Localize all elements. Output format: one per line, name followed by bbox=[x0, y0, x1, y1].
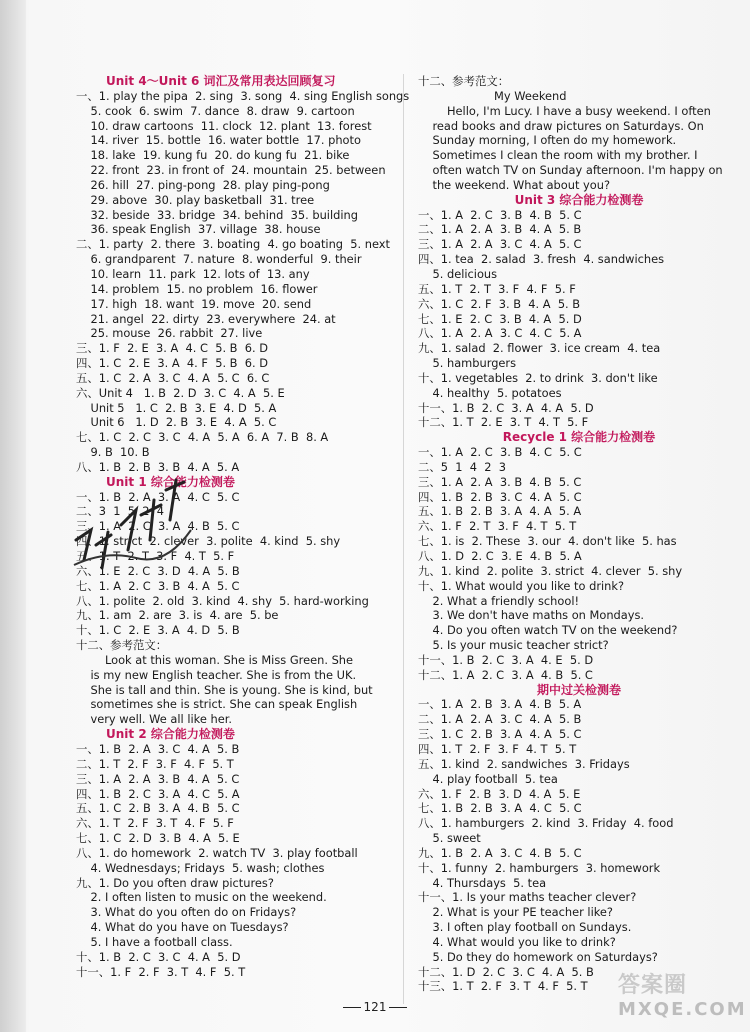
answer-line: 十二、参考范文： bbox=[418, 74, 510, 88]
answer-line: very well. We all like her. bbox=[76, 712, 232, 727]
answer-line: She is tall and thin. She is young. She is kind, but bbox=[76, 682, 373, 697]
answer-line: 九、1. kind 2. polite 3. strict 4. clever 5. shy bbox=[418, 563, 683, 578]
answer-line: Unit 5 1. C 2. B 3. E 4. D 5. A bbox=[76, 400, 277, 415]
right-answer-column bbox=[418, 74, 740, 994]
answer-line: 五、1. B 2. B 3. A 4. A 5. A bbox=[418, 504, 582, 519]
answer-line: 32. beside 33. bridge 34. behind 35. building bbox=[76, 207, 358, 222]
answer-line: 七、1. C 2. C 3. C 4. A 5. A 6. A 7. B 8. A bbox=[76, 430, 329, 445]
answer-line: My Weekend bbox=[418, 88, 567, 103]
answer-line: 3. We don't have maths on Mondays. bbox=[418, 608, 645, 623]
answer-line: 五、1. T 2. T 3. F 4. T 5. F bbox=[76, 549, 235, 563]
site-watermark-logo bbox=[618, 968, 747, 1026]
answer-line: 三、1. A 2. A 3. C 4. A 5. C bbox=[418, 237, 582, 252]
answer-line: 二、1. A 2. A 3. C 4. A 5. B bbox=[418, 712, 582, 727]
answer-line: 十二、1. T 2. E 3. T 4. T 5. F bbox=[418, 415, 589, 430]
answer-line: 25. mouse 26. rabbit 27. live bbox=[76, 326, 263, 341]
answer-line: Sunday morning, I often do my homework. bbox=[418, 133, 677, 148]
answer-line: 六、1. F 2. T 3. F 4. T 5. T bbox=[418, 519, 577, 534]
answer-line: 十、1. vegetables 2. to drink 3. don't like bbox=[418, 370, 658, 385]
answer-line: 十一、1. B 2. C 3. A 4. A 5. D bbox=[418, 400, 594, 415]
answer-line: 六、1. E 2. C 3. D 4. A 5. B bbox=[76, 563, 240, 578]
answer-line: Hello, I'm Lucy. I have a busy weekend. I often bbox=[418, 103, 711, 118]
answer-line: 二、5 1 4 2 3 bbox=[418, 459, 506, 474]
section-heading: Unit 2 综合能力检测卷 bbox=[106, 727, 235, 742]
answer-line: 4. Thursdays 5. tea bbox=[418, 875, 547, 890]
answer-line: 十、1. What would you like to drink? bbox=[418, 578, 625, 593]
answer-line: 十二、参考范文： bbox=[76, 638, 168, 653]
answer-line: 六、1. C 2. F 3. B 4. A 5. B bbox=[418, 296, 581, 311]
answer-line: 二、1. party 2. there 3. boating 4. go boating 5. next bbox=[76, 237, 390, 252]
answer-line: 29. above 30. play basketball 31. tree bbox=[76, 192, 315, 207]
answer-line: 26. hill 27. ping-pong 28. play ping-pong bbox=[76, 177, 330, 192]
answer-line: 七、1. A 2. C 3. B 4. A 5. C bbox=[76, 578, 240, 593]
answer-line: 十、1. funny 2. hamburgers 3. homework bbox=[418, 860, 661, 875]
answer-line: 一、1. B 2. A 3. C 4. A 5. B bbox=[76, 741, 240, 756]
answer-line: 九、1. am 2. are 3. is 4. are 5. be bbox=[76, 608, 279, 623]
answer-line: 5. delicious bbox=[418, 266, 498, 281]
answer-line: 9. B 10. B bbox=[76, 445, 150, 460]
answer-line: 一、1. A 2. C 3. B 4. C 5. C bbox=[418, 445, 582, 460]
answer-line: 十、1. C 2. E 3. A 4. D 5. B bbox=[76, 623, 240, 638]
handwritten-scribble bbox=[66, 470, 196, 580]
answer-line: 5. cook 6. swim 7. dance 8. draw 9. cartoon bbox=[76, 103, 355, 118]
answer-line: 14. problem 15. no problem 16. flower bbox=[76, 281, 318, 296]
answer-line: 18. lake 19. kung fu 20. do kung fu 21. bike bbox=[76, 148, 350, 163]
answer-line: 二、3 1 5 2 4 bbox=[76, 504, 164, 519]
answer-line: 3. I often play football on Sundays. bbox=[418, 920, 632, 935]
section-heading: Unit 1 综合能力检测卷 bbox=[106, 474, 235, 489]
watermark-chinese: 答案圈 bbox=[618, 973, 688, 998]
answer-line: 4. What do you have on Tuesdays? bbox=[76, 920, 289, 935]
answer-line: 36. speak English 37. village 38. house bbox=[76, 222, 321, 237]
answer-line: 2. What a friendly school! bbox=[418, 593, 580, 608]
answer-line: 10. draw cartoons 11. clock 12. plant 13. forest bbox=[76, 118, 372, 133]
answer-line: 四、1. tea 2. salad 3. fresh 4. sandwiches bbox=[418, 252, 665, 267]
answer-line: 5. Do they do homework on Saturdays? bbox=[418, 949, 658, 964]
answer-line: 一、1. A 2. B 3. A 4. B 5. A bbox=[418, 697, 582, 712]
answer-line: 一、1. A 2. C 3. B 4. B 5. C bbox=[418, 207, 582, 222]
answer-line: 八、1. polite 2. old 3. kind 4. shy 5. hard-working bbox=[76, 593, 369, 608]
answer-line: 14. river 15. bottle 16. water bottle 17. photo bbox=[76, 133, 361, 148]
answer-line: 4. play football 5. tea bbox=[418, 771, 558, 786]
answer-line: 5. sweet bbox=[418, 831, 481, 846]
answer-line: often watch TV on Sunday afternoon. I'm happy on bbox=[418, 163, 723, 178]
answer-line: 四、1. strict 2. clever 3. polite 4. kind 5. shy bbox=[76, 534, 341, 549]
answer-line: 一、1. B 2. A 3. A 4. C 5. C bbox=[76, 489, 240, 504]
answer-line: 4. Do you often watch TV on the weekend? bbox=[418, 623, 678, 638]
answer-line: 七、1. C 2. D 3. B 4. A 5. E bbox=[76, 831, 240, 846]
answer-line: 六、Unit 4 1. B 2. D 3. C 4. A 5. E bbox=[76, 385, 285, 400]
answer-line: sometimes she is strict. She can speak English bbox=[76, 697, 358, 712]
answer-line: 四、1. B 2. B 3. C 4. A 5. C bbox=[418, 489, 582, 504]
answer-line: 九、1. B 2. A 3. C 4. B 5. C bbox=[418, 845, 582, 860]
answer-line: 6. grandparent 7. nature 8. wonderful 9. their bbox=[76, 252, 362, 267]
watermark-url: MXQE.COM bbox=[618, 999, 747, 1020]
answer-line: 3. What do you often do on Fridays? bbox=[76, 905, 297, 920]
answer-line: 十、1. B 2. C 3. C 4. A 5. D bbox=[76, 949, 241, 964]
answer-line: 五、1. C 2. B 3. A 4. B 5. C bbox=[76, 801, 240, 816]
answer-line: 八、1. A 2. A 3. C 4. C 5. A bbox=[418, 326, 582, 341]
answer-line: 17. high 18. want 19. move 20. send bbox=[76, 296, 312, 311]
answer-line: Sometimes I clean the room with my brother. I bbox=[418, 148, 698, 163]
answer-line: 八、1. B 2. B 3. B 4. A 5. A bbox=[76, 459, 240, 474]
answer-line: 六、1. T 2. F 3. T 4. F 5. F bbox=[76, 816, 234, 831]
answer-line: 4. What would you like to drink? bbox=[418, 934, 616, 949]
answer-line: 七、1. is 2. These 3. our 4. don't like 5. has bbox=[418, 534, 677, 549]
binding-edge bbox=[0, 0, 26, 1032]
answer-line: 七、1. B 2. B 3. A 4. C 5. C bbox=[418, 801, 582, 816]
answer-line: 5. I have a football class. bbox=[76, 934, 233, 949]
answer-line: 五、1. kind 2. sandwiches 3. Fridays bbox=[418, 756, 630, 771]
section-heading: Unit 4～Unit 6 词汇及常用表达回顾复习 bbox=[106, 74, 336, 88]
answer-line: 4. Wednesdays; Fridays 5. wash; clothes bbox=[76, 860, 325, 875]
answer-line: 5. Is your music teacher strict? bbox=[418, 638, 609, 653]
answer-line: 五、1. T 2. T 3. F 4. F 5. F bbox=[418, 281, 576, 296]
answer-line: 四、1. C 2. E 3. A 4. F 5. B 6. D bbox=[76, 356, 269, 371]
section-heading: Recycle 1 综合能力检测卷 bbox=[502, 430, 656, 445]
answer-line: is my new English teacher. She is from the UK. bbox=[76, 667, 357, 682]
answer-line: 十一、1. Is your maths teacher clever? bbox=[418, 890, 637, 905]
answer-line: 三、1. A 2. A 3. B 4. B 5. C bbox=[418, 474, 582, 489]
answer-line: 十一、1. F 2. F 3. T 4. F 5. T bbox=[76, 964, 246, 979]
answer-line: 21. angel 22. dirty 23. everywhere 24. at bbox=[76, 311, 336, 326]
page-number: 121 bbox=[0, 1000, 750, 1014]
answer-line: 五、1. C 2. A 3. C 4. A 5. C 6. C bbox=[76, 370, 270, 385]
answer-line: the weekend. What about you? bbox=[418, 177, 611, 192]
answer-line: 六、1. F 2. B 3. D 4. A 5. E bbox=[418, 786, 581, 801]
section-heading: Unit 3 综合能力检测卷 bbox=[514, 192, 644, 207]
answer-line: 八、1. do homework 2. watch TV 3. play football bbox=[76, 845, 358, 860]
answer-line: read books and draw pictures on Saturdays. On bbox=[418, 118, 704, 133]
answer-line: 九、1. salad 2. flower 3. ice cream 4. tea bbox=[418, 341, 661, 356]
answer-line: 十三、1. T 2. F 3. T 4. F 5. T bbox=[418, 979, 588, 994]
answer-line: 三、1. F 2. E 3. A 4. C 5. B 6. D bbox=[76, 341, 269, 356]
answer-line: 二、1. T 2. F 3. F 4. F 5. T bbox=[76, 756, 234, 771]
answer-line: 十二、1. A 2. C 3. A 4. B 5. C bbox=[418, 667, 593, 682]
answer-line: 2. What is your PE teacher like? bbox=[418, 905, 613, 920]
answer-line: 2. I often listen to music on the weekend. bbox=[76, 890, 327, 905]
answer-line: 10. learn 11. park 12. lots of 13. any bbox=[76, 266, 310, 281]
answer-line: 七、1. E 2. C 3. B 4. A 5. D bbox=[418, 311, 582, 326]
answer-line: 5. hamburgers bbox=[418, 356, 517, 371]
section-heading: 期中过关检测卷 bbox=[536, 682, 621, 697]
answer-line: Unit 6 1. D 2. B 3. E 4. A 5. C bbox=[76, 415, 277, 430]
answer-line: 九、1. Do you often draw pictures? bbox=[76, 875, 274, 890]
answer-line: 四、1. B 2. C 3. A 4. C 5. A bbox=[76, 786, 240, 801]
answer-line: 二、1. A 2. A 3. B 4. A 5. B bbox=[418, 222, 582, 237]
answer-line: 22. front 23. in front of 24. mountain 25. between bbox=[76, 163, 386, 178]
answer-line: 十一、1. B 2. C 3. A 4. E 5. D bbox=[418, 652, 594, 667]
answer-line: 三、1. A 2. A 3. B 4. A 5. C bbox=[76, 771, 240, 786]
answer-line: 八、1. D 2. C 3. E 4. B 5. A bbox=[418, 549, 582, 563]
answer-line: 4. healthy 5. potatoes bbox=[418, 385, 562, 400]
answer-line: 一、1. play the pipa 2. sing 3. song 4. sing English songs bbox=[76, 88, 410, 103]
answer-line: Look at this woman. She is Miss Green. She bbox=[76, 652, 354, 667]
answer-line: 八、1. hamburgers 2. kind 3. Friday 4. food bbox=[418, 816, 674, 831]
answer-line: 三、1. A 2. C 3. A 4. B 5. C bbox=[76, 519, 240, 534]
answer-line: 四、1. T 2. F 3. F 4. T 5. T bbox=[418, 741, 577, 756]
answer-line: 三、1. C 2. B 3. A 4. A 5. C bbox=[418, 727, 582, 742]
answer-line: 十二、1. D 2. C 3. C 4. A 5. B bbox=[418, 964, 594, 979]
